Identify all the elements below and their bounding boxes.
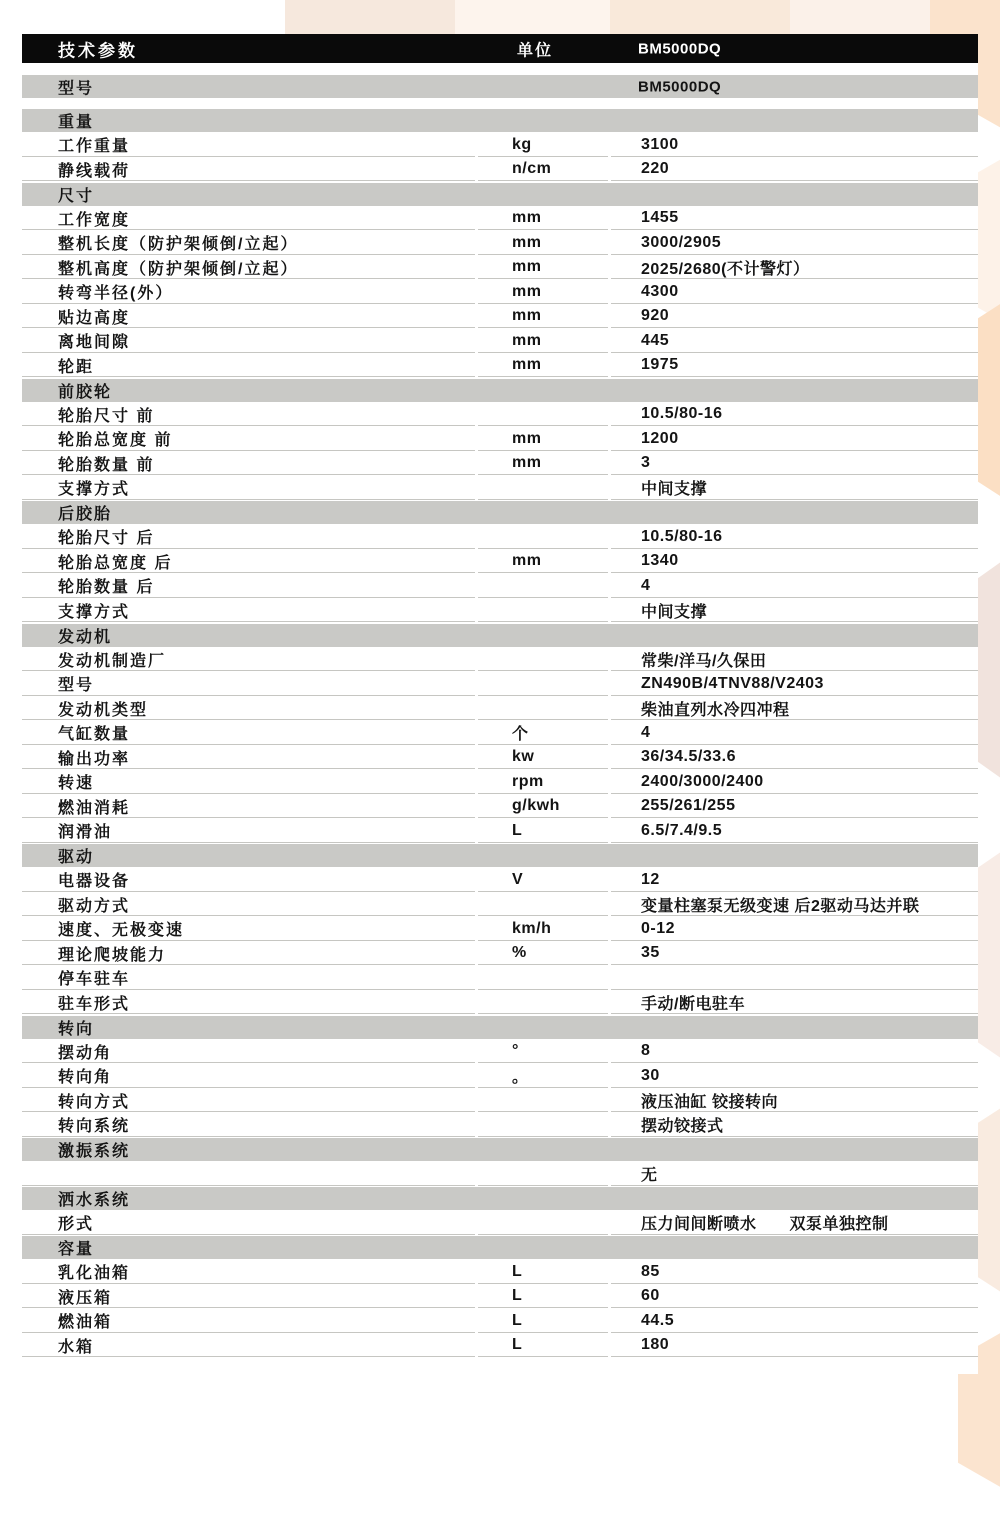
- table-row: [22, 771, 978, 794]
- row-label: 静线载荷: [22, 158, 475, 181]
- section-header-row: [22, 379, 978, 402]
- row-unit: L: [478, 1261, 608, 1284]
- row-value: 1200: [611, 428, 978, 451]
- row-unit: [478, 477, 608, 500]
- table-row: [22, 893, 978, 916]
- row-label: 形式: [22, 1212, 475, 1235]
- row-unit: mm: [478, 330, 608, 353]
- row-label: 轮胎数量 前: [22, 452, 475, 475]
- row-value: 2025/2680(不计警灯）: [611, 256, 978, 279]
- row-unit: 个: [478, 722, 608, 745]
- row-unit: [478, 1212, 608, 1235]
- row-unit: L: [478, 1310, 608, 1333]
- row-unit: mm: [478, 305, 608, 328]
- row-value: 3: [611, 452, 978, 475]
- row-value: 4300: [611, 281, 978, 304]
- row-label: 贴边高度: [22, 305, 475, 328]
- row-value: 85: [611, 1261, 978, 1284]
- row-value: 8: [611, 1040, 978, 1063]
- row-value: 180: [611, 1334, 978, 1357]
- table-row: [22, 452, 978, 475]
- row-value: 6.5/7.4/9.5: [611, 820, 978, 843]
- section-header-row: [22, 844, 978, 867]
- row-unit: [478, 673, 608, 696]
- row-unit: mm: [478, 354, 608, 377]
- row-unit: [478, 697, 608, 720]
- row-label: 转向方式: [22, 1089, 475, 1112]
- row-unit: n/cm: [478, 158, 608, 181]
- row-label: 摆动角: [22, 1040, 475, 1063]
- table-row: [22, 697, 978, 720]
- row-unit: mm: [478, 452, 608, 475]
- row-value: 920: [611, 305, 978, 328]
- table-row: [22, 281, 978, 304]
- table-row: [22, 820, 978, 843]
- table-row: [22, 1285, 978, 1308]
- table-row: [22, 1114, 978, 1137]
- row-label: 乳化油箱: [22, 1261, 475, 1284]
- row-value: 0-12: [611, 918, 978, 941]
- row-label: 发动机类型: [22, 697, 475, 720]
- section-header-row: [22, 501, 978, 524]
- row-unit: [478, 648, 608, 671]
- row-unit: [478, 1089, 608, 1112]
- row-label: 理论爬坡能力: [22, 942, 475, 965]
- row-unit: rpm: [478, 771, 608, 794]
- row-value: 35: [611, 942, 978, 965]
- table-row: [22, 599, 978, 622]
- row-unit: °: [478, 1040, 608, 1063]
- row-value: 3100: [611, 134, 978, 157]
- row-label: 发动机制造厂: [22, 648, 475, 671]
- row-unit: mm: [478, 550, 608, 573]
- row-label: 支撑方式: [22, 599, 475, 622]
- row-label: 气缸数量: [22, 722, 475, 745]
- row-value: 手动/断电驻车: [611, 991, 978, 1014]
- section-header-row: [22, 1236, 978, 1259]
- row-label: 转向系统: [22, 1114, 475, 1137]
- row-unit: mm: [478, 207, 608, 230]
- row-label: 轮胎尺寸 前: [22, 403, 475, 426]
- row-label: 燃油箱: [22, 1310, 475, 1333]
- row-value: 液压油缸 铰接转向: [611, 1089, 978, 1112]
- row-value: 变量柱塞泵无级变速 后2驱动马达并联: [611, 893, 978, 916]
- row-label: 整机高度（防护架倾倒/立起）: [22, 256, 475, 279]
- row-value: 220: [611, 158, 978, 181]
- row-unit: kw: [478, 746, 608, 769]
- table-row: [22, 869, 978, 892]
- row-value: 12: [611, 869, 978, 892]
- table-row: [22, 1089, 978, 1112]
- table-row: [22, 134, 978, 157]
- row-value: 4: [611, 575, 978, 598]
- row-label: 驱动方式: [22, 893, 475, 916]
- row-label: 停车驻车: [22, 967, 475, 990]
- header-model-label: BM5000DQ: [638, 40, 722, 57]
- row-label: 轮胎总宽度 后: [22, 550, 475, 573]
- row-unit: g/kwh: [478, 795, 608, 818]
- row-unit: %: [478, 942, 608, 965]
- table-row: [22, 305, 978, 328]
- table-row: [22, 942, 978, 965]
- row-unit: V: [478, 869, 608, 892]
- row-unit: [478, 403, 608, 426]
- row-unit: mm: [478, 232, 608, 255]
- row-unit: mm: [478, 428, 608, 451]
- row-label: 轮胎总宽度 前: [22, 428, 475, 451]
- table-row: [22, 477, 978, 500]
- table-row: [22, 403, 978, 426]
- row-unit: kg: [478, 134, 608, 157]
- table-row: [22, 330, 978, 353]
- section-label: 后胶胎: [58, 506, 113, 523]
- row-unit: [478, 526, 608, 549]
- row-value: 10.5/80-16: [611, 526, 978, 549]
- section-header-row: [22, 183, 978, 206]
- row-unit: [478, 1114, 608, 1137]
- table-row: [22, 967, 978, 990]
- row-value: 2400/3000/2400: [611, 771, 978, 794]
- section-header-row: [22, 1016, 978, 1039]
- table-row: [22, 232, 978, 255]
- section-label: 前胶轮: [58, 383, 113, 401]
- row-value: 1975: [611, 354, 978, 377]
- row-label: 工作宽度: [22, 207, 475, 230]
- table-row: [22, 722, 978, 745]
- row-value: 30: [611, 1065, 978, 1088]
- row-unit: [478, 967, 608, 990]
- row-value: 常柴/洋马/久保田: [611, 648, 978, 671]
- row-label: 型号: [58, 80, 95, 97]
- table-row: [22, 256, 978, 279]
- row-label: 速度、无极变速: [22, 918, 475, 941]
- row-label: [22, 1163, 475, 1186]
- row-label: 型号: [22, 673, 475, 696]
- table-row: [22, 648, 978, 671]
- table-row: [22, 1212, 978, 1235]
- row-label: 水箱: [22, 1334, 475, 1357]
- section-header-row: [22, 624, 978, 647]
- row-value: 445: [611, 330, 978, 353]
- section-label: 重量: [58, 114, 95, 131]
- row-value: 柴油直列水冷四冲程: [611, 697, 978, 720]
- row-unit: L: [478, 1285, 608, 1308]
- row-label: 输出功率: [22, 746, 475, 769]
- row-unit: L: [478, 1334, 608, 1357]
- spec-table: [22, 75, 978, 1357]
- row-value: 压力间间断喷水 双泵单独控制: [611, 1212, 978, 1235]
- row-value: [611, 967, 978, 990]
- table-row: [22, 918, 978, 941]
- section-label: 容量: [58, 1241, 95, 1258]
- section-header-row: [22, 1187, 978, 1210]
- table-row: [22, 795, 978, 818]
- row-unit: [478, 893, 608, 916]
- row-unit: [478, 599, 608, 622]
- row-value: BM5000DQ: [638, 78, 722, 95]
- row-value: 44.5: [611, 1310, 978, 1333]
- row-value: 中间支撑: [611, 477, 978, 500]
- row-value: 3000/2905: [611, 232, 978, 255]
- row-label: 轮胎尺寸 后: [22, 526, 475, 549]
- table-row: [22, 1163, 978, 1186]
- row-value: 60: [611, 1285, 978, 1308]
- row-label: 离地间隙: [22, 330, 475, 353]
- table-row: [22, 526, 978, 549]
- row-value: 36/34.5/33.6: [611, 746, 978, 769]
- row-unit: mm: [478, 256, 608, 279]
- row-unit: L: [478, 820, 608, 843]
- section-label: 转向: [58, 1020, 95, 1038]
- row-label: 支撑方式: [22, 477, 475, 500]
- table-row: [22, 991, 978, 1014]
- row-label: 整机长度（防护架倾倒/立起）: [22, 232, 475, 255]
- row-label: 液压箱: [22, 1285, 475, 1308]
- table-row: [22, 1310, 978, 1333]
- section-label: 驱动: [58, 849, 95, 866]
- table-row: [22, 1040, 978, 1063]
- row-unit: 。: [478, 1065, 608, 1088]
- row-value: 摆动铰接式: [611, 1114, 978, 1137]
- row-label: 工作重量: [22, 134, 475, 157]
- row-unit: mm: [478, 281, 608, 304]
- row-value: 1340: [611, 550, 978, 573]
- row-value: 1455: [611, 207, 978, 230]
- section-header-row: [22, 1138, 978, 1161]
- table-row: [22, 354, 978, 377]
- header-unit-label: 单位: [517, 42, 554, 59]
- table-row: [22, 746, 978, 769]
- header-parameters-label: 技术参数: [58, 41, 138, 60]
- row-value: 中间支撑: [611, 599, 978, 622]
- table-row: [22, 428, 978, 451]
- section-label: 洒水系统: [58, 1192, 131, 1209]
- section-label: 激振系统: [58, 1143, 131, 1160]
- section-label: 发动机: [58, 628, 113, 646]
- row-label: 转向角: [22, 1065, 475, 1088]
- model-row: [22, 75, 978, 98]
- row-label: 转速: [22, 771, 475, 794]
- table-row: [22, 575, 978, 598]
- spacer-row: [22, 100, 978, 108]
- row-value: ZN490B/4TNV88/V2403: [611, 673, 978, 696]
- table-row: [22, 1065, 978, 1088]
- table-row: [22, 1334, 978, 1357]
- row-unit: [478, 991, 608, 1014]
- table-row: [22, 158, 978, 181]
- row-value: 10.5/80-16: [611, 403, 978, 426]
- section-header-row: [22, 109, 978, 132]
- row-unit: km/h: [478, 918, 608, 941]
- table-row: [22, 207, 978, 230]
- row-value: 255/261/255: [611, 795, 978, 818]
- row-label: 燃油消耗: [22, 795, 475, 818]
- table-row: [22, 673, 978, 696]
- section-label: 尺寸: [58, 187, 95, 205]
- row-label: 电器设备: [22, 869, 475, 892]
- row-value: 无: [611, 1163, 978, 1186]
- table-header-bar: [22, 34, 978, 63]
- row-label: 转弯半径(外）: [22, 281, 475, 304]
- row-label: 润滑油: [22, 820, 475, 843]
- row-unit: [478, 575, 608, 598]
- table-row: [22, 550, 978, 573]
- row-label: 轮距: [22, 354, 475, 377]
- table-row: [22, 1261, 978, 1284]
- row-label: 驻车形式: [22, 991, 475, 1014]
- row-unit: [478, 1163, 608, 1186]
- row-label: 轮胎数量 后: [22, 575, 475, 598]
- row-value: 4: [611, 722, 978, 745]
